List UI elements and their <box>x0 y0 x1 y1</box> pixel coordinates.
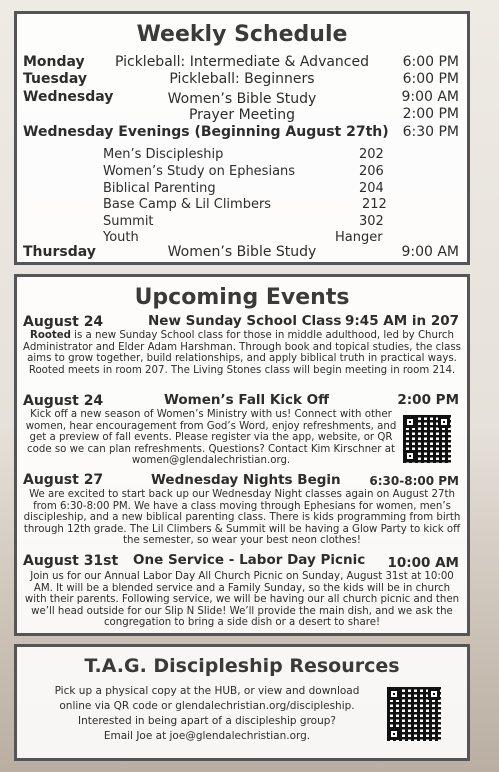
event-title: One Service - Labor Day Picnic <box>133 552 366 568</box>
class-name: Men’s Discipleship <box>103 147 224 162</box>
event-time: 9:45 AM in 207 <box>345 313 459 329</box>
schedule-time: 6:00 PM <box>402 71 459 87</box>
class-room: 302 <box>359 214 384 229</box>
qr-code-icon[interactable] <box>403 415 451 463</box>
schedule-day: Monday <box>23 54 85 70</box>
tag-line: Email Joe at joe@glendalechristian.org. <box>103 730 311 742</box>
upcoming-events-panel <box>14 274 470 636</box>
event-date: August 24 <box>23 393 104 409</box>
schedule-day: Wednesday <box>23 89 114 105</box>
event-lead: Rooted <box>30 330 71 341</box>
wednesday-evenings-time: 6:30 PM <box>402 124 459 140</box>
tag-title: T.A.G. Discipleship Resources <box>84 655 400 677</box>
schedule-time: 2:00 PM <box>402 106 459 122</box>
event-date: August 31st <box>23 553 119 569</box>
event-body-text: is a new Sunday School class for those in middle adulthood, led by Church Administrator and Elder Adam Harshman. Through book and topical studies, the class aims to grow together, build relationships, and apply biblical truth in practical ways. Rooted meets in room 207. The Living Stones class will begin meeting in room 214. <box>23 330 461 376</box>
class-room: 206 <box>359 164 384 179</box>
tag-line: Interested in being apart of a discipleship group? <box>78 715 336 727</box>
class-name: Base Camp & Lil Climbers <box>103 197 272 212</box>
schedule-activity: Prayer Meeting <box>188 107 296 123</box>
schedule-time: 9:00 AM <box>401 244 459 260</box>
class-name: Summit <box>103 214 154 229</box>
class-name: Biblical Parenting <box>103 181 216 196</box>
weekly-schedule-panel <box>14 11 470 265</box>
tag-line: online via QR code or glendalechristian.org/discipleship. <box>59 700 355 712</box>
schedule-activity: Women’s Bible Study <box>167 244 317 260</box>
tag-description <box>27 684 387 744</box>
event-date: August 24 <box>23 314 104 330</box>
schedule-day: Tuesday <box>23 71 87 87</box>
schedule-time: 9:00 AM <box>401 89 459 105</box>
schedule-title: Weekly Schedule <box>136 22 348 47</box>
event-description: We are excited to start back up our Wednesday Night classes again on August 27th from 6:30-8:00 PM. We have a class moving through Ephesians for women, men’s discipleship, and a new biblical parenting class. There is kids programming from birth through 12th grade. The Lil Climbers & Summit will be having a Glow Party to kick off the semester, so wear your best neon clothes! <box>23 489 461 547</box>
schedule-time: 6:00 PM <box>402 54 459 70</box>
tag-line: Pick up a physical copy at the HUB, or view and download <box>54 685 360 697</box>
qr-code-icon[interactable] <box>387 687 441 741</box>
event-date: August 27 <box>23 472 104 488</box>
event-description: Join us for our Annual Labor Day All Church Picnic on Sunday, August 31st at 10:00 AM. It will be a blended service and a Family Sunday, so the kids will be in church with their parents. Following service, we will be having our all church picnic and then we’ll head outside for our Slip N Slide! We’ll provide the main dish, and we ask the congregation to bring a side dish or a desert to share! <box>24 571 460 629</box>
class-room: Hanger <box>335 230 383 245</box>
event-time: 2:00 PM <box>397 392 459 408</box>
event-description: Kick off a new season of Women’s Ministry with us! Connect with other women, hear encouragement from God’s Word, enjoy refreshments, and get a preview of fall events. Please register via the app, website, or QR code so we can plan refreshments. Questions? Contact Kim Kirschner at women@glendalechristian.org. <box>25 409 397 467</box>
event-time: 10:00 AM <box>387 555 459 571</box>
events-title: Upcoming Events <box>134 285 350 310</box>
schedule-activity: Women’s Bible Study <box>167 91 317 107</box>
schedule-activity: Pickleball: Beginners <box>169 71 315 87</box>
schedule-day: Thursday <box>23 244 96 260</box>
event-time: 6:30-8:00 PM <box>369 474 459 488</box>
event-description <box>23 330 461 376</box>
wednesday-evenings-label: Wednesday Evenings (Beginning August 27th) <box>23 124 389 140</box>
event-title: New Sunday School Class <box>148 313 342 329</box>
tag-discipleship-panel <box>14 644 470 761</box>
class-name: Youth <box>103 230 139 245</box>
event-title: Women’s Fall Kick Off <box>164 392 330 408</box>
class-room: 202 <box>359 147 384 162</box>
class-name: Women’s Study on Ephesians <box>103 164 296 179</box>
event-title: Wednesday Nights Begin <box>151 472 341 488</box>
class-room: 204 <box>359 181 384 196</box>
schedule-activity: Pickleball: Intermediate & Advanced <box>114 54 370 70</box>
class-room: 212 <box>362 197 387 212</box>
